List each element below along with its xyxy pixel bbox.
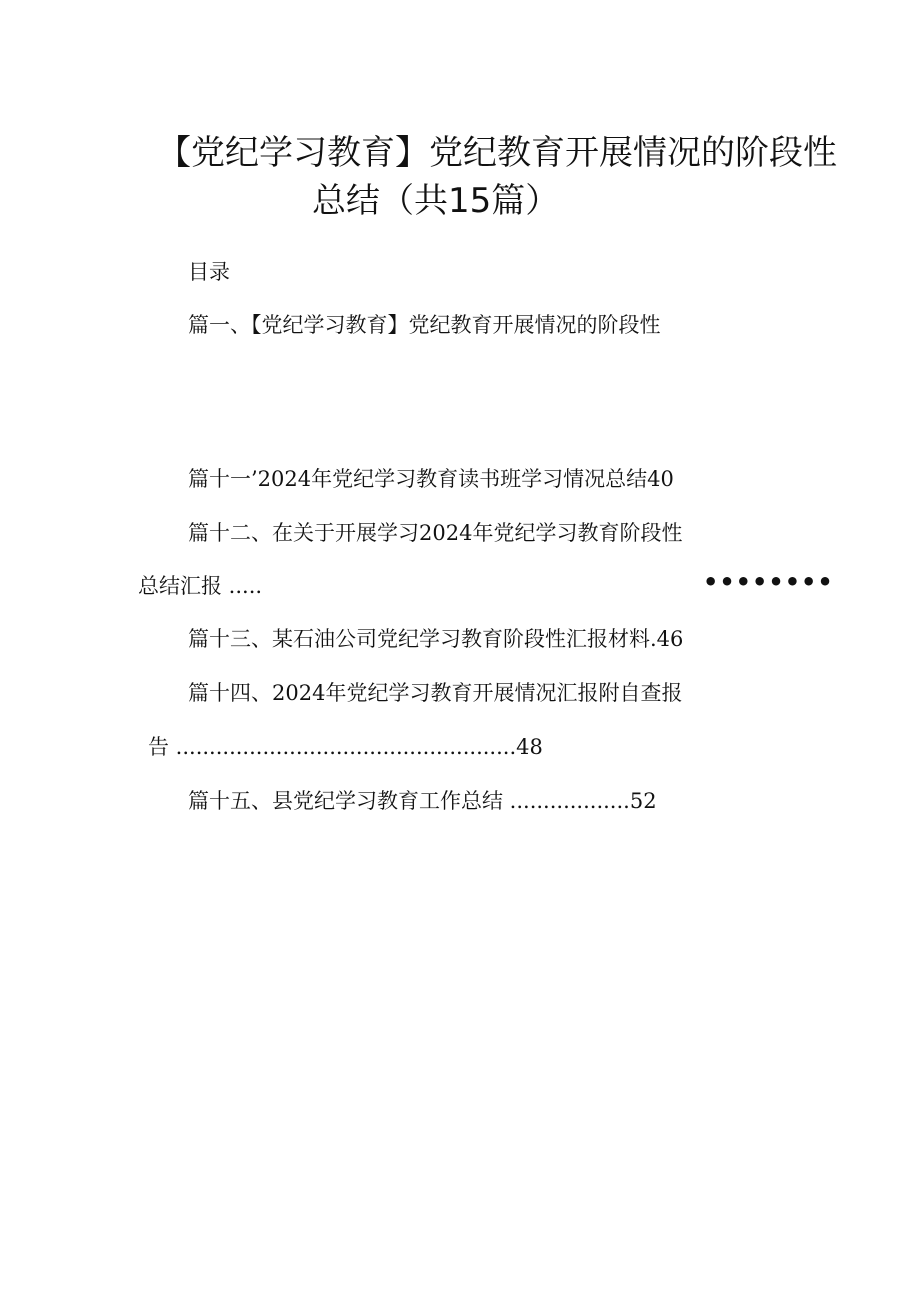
toc-entry-14-line-1[interactable]: 篇十四、2024年党纪学习教育开展情况汇报附自查报 (188, 681, 683, 705)
title-line-2: 总结（共15篇） (312, 181, 560, 221)
toc-entry-12-line-2[interactable]: 总结汇报 ..... (138, 574, 263, 598)
toc-entry-15[interactable]: 篇十五、县党纪学习教育工作总结 ..................52 (188, 789, 657, 813)
title-line-1: 【党纪学习教育】党纪教育开展情况的阶段性 (157, 133, 837, 173)
toc-heading: 目录 (188, 260, 230, 284)
toc-entry-1[interactable]: 篇一、【党纪学习教育】党纪教育开展情况的阶段性 (188, 313, 661, 337)
toc-entry-11[interactable]: 篇十一’2024年党纪学习教育读书班学习情况总结40 (188, 467, 674, 491)
toc-entry-12-leader-dots: •••••••• (703, 568, 834, 596)
toc-entry-12-line-1[interactable]: 篇十二、在关于开展学习2024年党纪学习教育阶段性 (188, 521, 683, 545)
toc-entry-14-line-2[interactable]: 告 ...................................................48 (148, 735, 543, 759)
toc-entry-13[interactable]: 篇十三、某石油公司党纪学习教育阶段性汇报材料.46 (188, 627, 684, 651)
